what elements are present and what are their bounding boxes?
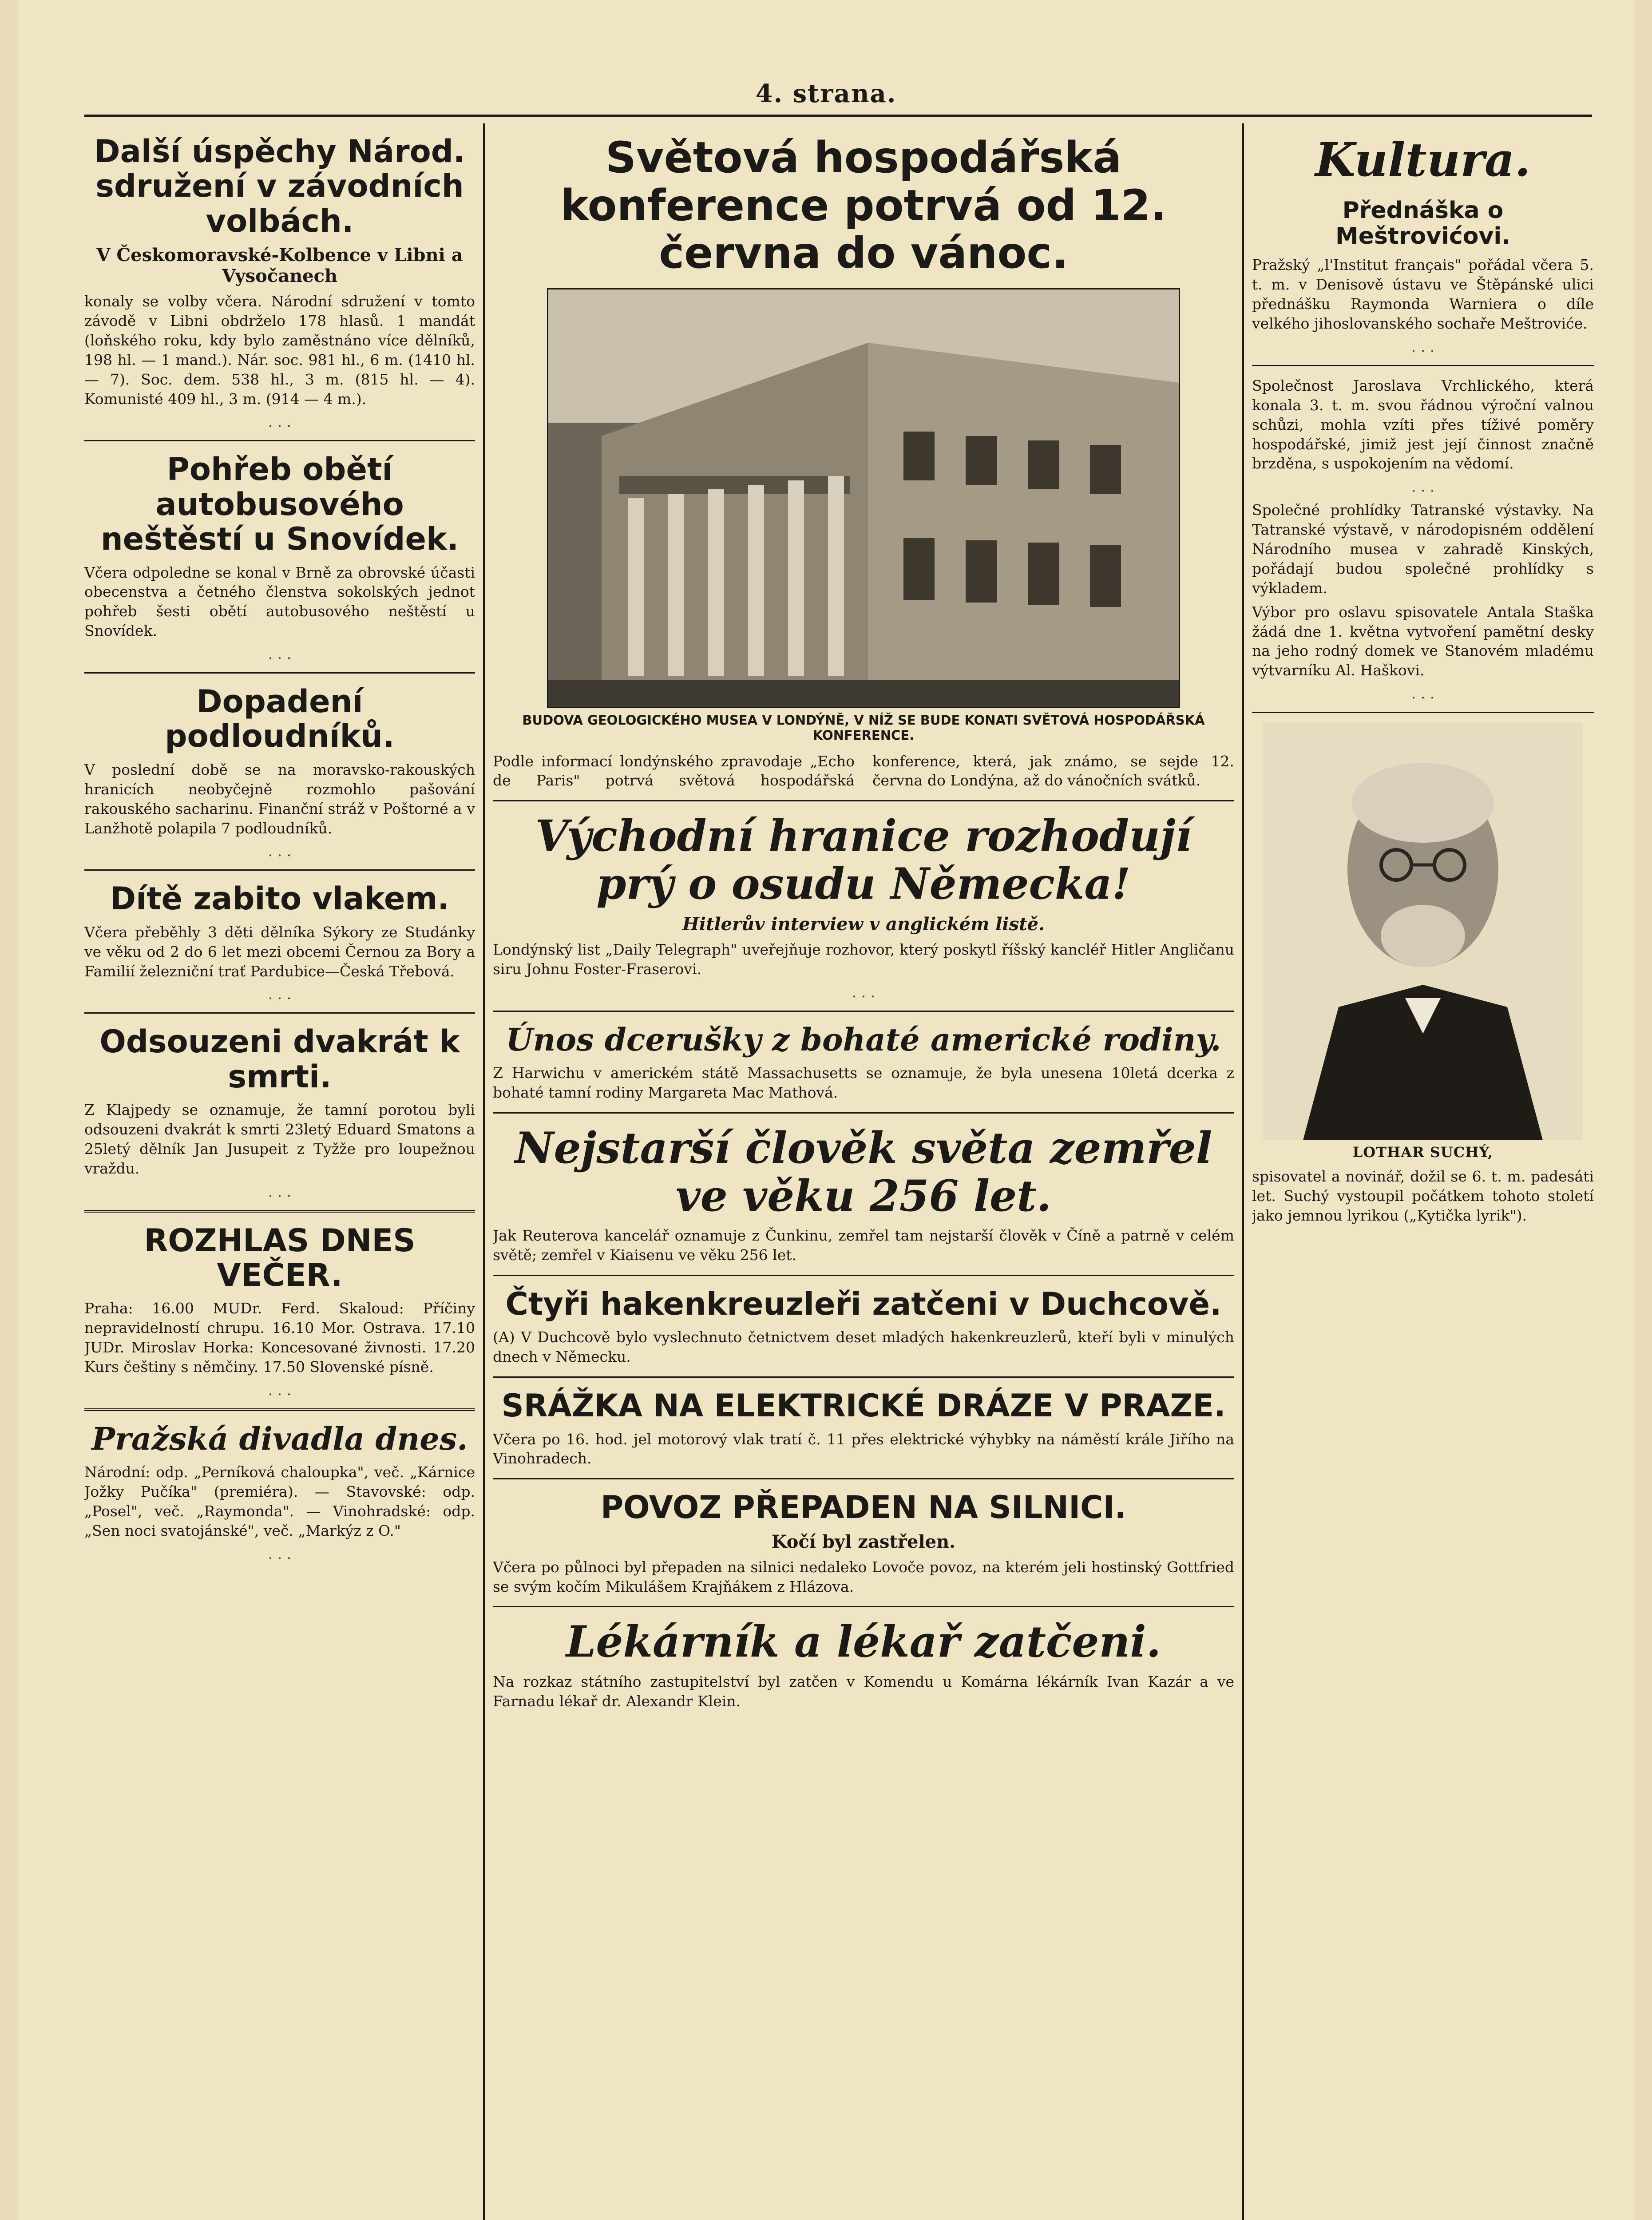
column-divider — [483, 123, 485, 2220]
divider — [84, 1210, 475, 1213]
divider — [493, 800, 1234, 801]
page-number: 4. strana. — [755, 79, 897, 108]
article-body: Výbor pro oslavu spisovatele Antala Staška žádá dne 1. května vytvoření pamětní desky na jeho rodný domek ve Stanovém mladému výtvarníku Al. Haškovi. — [1252, 603, 1594, 679]
article-body: (A) V Duchcově bylo vyslechnuto četnictvem deset mladých hakenkreuzlerů, kteří byli v minulých dnech v Německu. — [493, 1328, 1234, 1366]
article-body: Včera po 16. hod. jel motorový vlak tratí č. 11 přes elektrické výhybky na náměstí krále Jiřího na Vinohradech. — [493, 1430, 1234, 1467]
divider — [84, 672, 475, 674]
omitted-text-marker: . . . — [268, 985, 292, 1003]
middle-column — [493, 123, 1234, 2220]
header-rule — [84, 115, 1592, 117]
article-headline: Přednáška o Meštrovićovi. — [1335, 197, 1510, 250]
article-body: Včera po půlnoci byl přepaden na silnici nedaleko Lovoče povoz, na kterém jeli hostinský Gottfried se svým kočím Mikulášem Krajňákem z Hlázova. — [493, 1558, 1234, 1595]
left-column — [84, 123, 475, 2220]
omitted-text-marker: . . . — [1411, 685, 1435, 702]
article-headline: Lékárník a lékař zatčeni. — [566, 1617, 1161, 1667]
divider — [493, 1112, 1234, 1114]
article-headline: Dítě zabito vlakem. — [110, 880, 449, 917]
article-body: konaly se volby včera. Národní sdružení v tomto závodě v Libni obdrželo 178 hlasů. 1 mandát (loňského roku, kdy bylo zaměstnáno více dělníků, 198 hl. — 1 mand.). Nár. soc. 981 hl., 6 m. (1410 hl. — 7). Soc. dem. 538 hl., 3 m. (815 hl. — 4). Komunisté 409 hl., 3 m. (914 — 4 m.). — [84, 293, 475, 408]
omitted-text-marker: . . . — [268, 1381, 292, 1399]
divider — [493, 1376, 1234, 1378]
omitted-text-marker: . . . — [268, 1182, 292, 1200]
article-body: Londýnský list „Daily Telegraph" uveřejňuje rozhovor, který poskytl říšský kancléř Hitler Angličanu siru Johnu Foster-Fraserovi. — [493, 941, 1234, 978]
section-title: Kultura. — [1315, 132, 1531, 187]
radio-schedule-body: Praha: 16.00 MUDr. Ferd. Skaloud: Příčiny nepravidelností chrupu. 16.10 Mor. Ostrava. 17.10 JUDr. Miroslav Horka: Koncesované živnosti. 17.20 Kurs češtiny s němčiny. 17.50 Slovenské písně. — [84, 1300, 475, 1376]
photo-caption: BUDOVA GEOLOGICKÉHO MUSEA V LONDÝNĚ, V NÍŽ SE BUDE KONATI SVĚTOVÁ HOSPODÁŘSKÁ KONFERENCE. — [522, 712, 1205, 743]
article-body: Včera přeběhly 3 děti dělníka Sýkory ze Studánky ve věku od 2 do 6 let mezi obcemi Černou za Bory a Familií železniční trať Pardubice—Česká Třebová. — [84, 923, 475, 980]
article-body: spisovatel a novinář, dožil se 6. t. m. padesáti let. Suchý vystoupil počátkem tohoto století jako jemnou lyrikou („Kytička lyrik"). — [1252, 1168, 1594, 1224]
article-body: Jak Reuterova kancelář oznamuje z Čunkinu, zemřel tam nejstarší člověk v Číně a patrně v celém světě; zemřel v Kiaisenu ve věku 256 let. — [493, 1227, 1234, 1264]
article-headline: Čtyři hakenkreuzleři zatčeni v Duchcově. — [505, 1286, 1222, 1322]
divider — [84, 1408, 475, 1411]
omitted-text-marker: . . . — [268, 413, 292, 431]
article-headline: Únos dcerušky z bohaté americké rodiny. — [506, 1021, 1221, 1058]
article-body: Včera odpoledne se konal v Brně za obrovské účasti obecenstva a četného členstva sokolských jednot pohřeb šesti obětí autobusového neštěstí u Snovídek. — [84, 563, 475, 640]
article-body: Na rozkaz státního zastupitelství byl zatčen v Komendu u Komárna lékárník Ivan Kazár a ve Farnadu lékař dr. Alexandr Klein. — [493, 1673, 1234, 1710]
article-body: Z Harwichu v americkém státě Massachusetts se oznamuje, že byla unesena 10letá dcerka z bohaté tamní rodiny Margareta Mac Mathová. — [493, 1064, 1234, 1102]
newspaper-page — [18, 0, 1634, 2220]
omitted-text-marker: . . . — [268, 1545, 292, 1562]
radio-schedule-headline: ROZHLAS DNES VEČER. — [144, 1222, 416, 1294]
omitted-text-marker: . . . — [268, 645, 292, 663]
theatre-listings-body: Národní: odp. „Perníková chaloupka", več. „Kárnice Jožky Pučíka" (premiéra). — Stavovské: odp. „Posel", več. „Raymonda". — Vinohradské: odp. „Sen noci svatojánské", več. „Markýz z O." — [84, 1463, 475, 1539]
omitted-text-marker: . . . — [852, 983, 876, 1001]
article-headline: Nejstarší člověk světa zemřel ve věku 256 let. — [515, 1123, 1212, 1221]
museum-building-photo — [547, 288, 1180, 708]
article-headline: Dopadení podloudníků. — [165, 683, 395, 755]
divider — [493, 1011, 1234, 1012]
divider — [84, 869, 475, 871]
article-body: V poslední době se na moravsko-rakouských hranicích neobyčejně rozmohlo pašování rakouského sacharinu. Finanční stráž v Poštorné a v Lanžhotě polapila 7 podloudníků. — [84, 761, 475, 837]
article-headline: SRÁŽKA NA ELEKTRICKÉ DRÁZE V PRAZE. — [501, 1388, 1226, 1424]
divider — [84, 440, 475, 441]
article-headline: Odsouzeni dvakrát k smrti. — [99, 1023, 460, 1095]
divider — [493, 1478, 1234, 1479]
article-subheadline: Kočí byl zastřelen. — [771, 1531, 956, 1552]
article-headline: POVOZ PŘEPADEN NA SILNICI. — [600, 1489, 1127, 1526]
divider — [1252, 712, 1594, 713]
article-body: Společnost Jaroslava Vrchlického, která konala 3. t. m. svou řádnou výroční valnou schůzi, mohla vzíti přes tíživé poměry hospodářské, jimiž jest její činnost značně brzděna, s uspokojením na vědomí. — [1252, 377, 1594, 472]
omitted-text-marker: . . . — [268, 842, 292, 860]
right-column — [1252, 123, 1594, 2220]
article-body: Společné prohlídky Tatranské výstavky. Na Tatranské výstavě, v národopisném oddělení Národního musea v zahradě Kinských, pořádají budou společné prohlídky s výkladem. — [1252, 501, 1594, 597]
omitted-text-marker: . . . — [1411, 337, 1435, 355]
column-divider — [1242, 123, 1244, 2220]
divider — [493, 1275, 1234, 1276]
article-headline: Pohřeb obětí autobusového neštěstí u Snovídek. — [100, 451, 459, 558]
article-body: Pražský „l'Institut français" pořádal včera 5. t. m. v Denisově ústavu ve Štěpánské ulici přednášku Raymonda Warniera o díle velkého jihoslovanského sochaře Meštroviće. — [1252, 256, 1594, 333]
article-body: Z Klajpedy se oznamuje, že tamní porotou byli odsouzeni dvakrát k smrti 23letý Eduard Smatons a 25letý dělník Jan Jusupeit z Tyžže pro loupežnou vraždu. — [84, 1101, 475, 1177]
lead-headline: Světová hospodářská konference potrvá od 12. června do vánoc. — [560, 133, 1167, 278]
article-subheadline: Hitlerův interview v anglickém listě. — [682, 914, 1045, 935]
portrait-photo — [1263, 723, 1583, 1140]
article-subheadline: V Českomoravské-Kolbence v Libni a Vysočanech — [96, 245, 463, 287]
article-body: Podle informací londýnského zpravodaje „Echo de Paris" potrvá světová hospodářská konference, která, jak známo, se sejde 12. června do Londýna, až do vánočních svátků. — [493, 752, 1234, 789]
omitted-text-marker: . . . — [1411, 478, 1435, 496]
photo-caption: LOTHAR SUCHÝ, — [1352, 1144, 1494, 1161]
divider — [1252, 365, 1594, 366]
divider — [493, 1606, 1234, 1607]
divider — [84, 1012, 475, 1014]
theatre-listings-headline: Pražská divadla dnes. — [91, 1420, 468, 1457]
article-headline: Další úspěchy Národ. sdružení v závodních volbách. — [94, 133, 465, 239]
article-headline: Východní hranice rozhodují prý o osudu Německa! — [535, 811, 1192, 909]
